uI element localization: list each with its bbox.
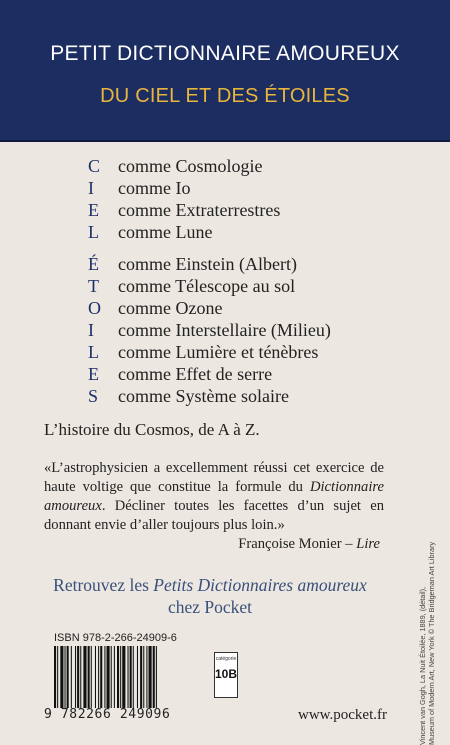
quote-attribution: [180, 536, 380, 553]
acrostic-letter: I: [88, 178, 94, 198]
acrostic-text: comme Effet de serre: [118, 364, 273, 384]
acrostic-row: [88, 363, 408, 385]
cover-header: [0, 0, 450, 142]
acrostic-text: comme Einstein (Albert): [118, 254, 297, 274]
image-credit: [418, 485, 436, 745]
acrostic-group-ciel: [88, 155, 408, 243]
promo-prefix: Retrouvez les: [53, 575, 154, 595]
acrostic-spacer: [88, 243, 408, 253]
acrostic-row: [88, 199, 408, 221]
acrostic-row: [88, 155, 408, 177]
acrostic-row: [88, 221, 408, 243]
acrostic-text: comme Ozone: [118, 298, 223, 318]
acrostic-row: [88, 177, 408, 199]
book-title: PETIT DICTIONNAIRE AMOUREUX: [50, 42, 400, 65]
credit-line-1: Vincent van Gogh, La Nuit Étoilée, 1889, (détail),: [418, 586, 427, 745]
promo-series: Petits Dictionnaires amoureux: [153, 575, 367, 595]
acrostic-letter: S: [88, 386, 99, 406]
quote-author: Françoise Monier –: [238, 536, 357, 552]
acrostic-row: [88, 275, 408, 297]
category-value: 10B: [215, 667, 238, 681]
acrostic-text: comme Io: [118, 178, 191, 198]
acrostic-row: [88, 253, 408, 275]
acrostic-row: [88, 385, 408, 407]
promo-line-2: chez Pocket: [167, 597, 253, 617]
acrostic-text: comme Cosmologie: [118, 156, 263, 176]
acrostic-letter: L: [88, 342, 99, 362]
category-badge: [214, 652, 238, 698]
acrostic-text: comme Lune: [118, 222, 213, 242]
promo-line-1: [0, 574, 420, 596]
quote-book-title: Dictionnaire amoureux: [44, 479, 384, 514]
quote-text-2: . Décliner toutes les facettes d’un sujet en donnant envie d’aller toujours plus loin.»: [44, 498, 384, 533]
publisher-website: www.pocket.fr: [298, 707, 387, 723]
acrostic-letter: E: [88, 364, 99, 384]
acrostic-text: comme Système solaire: [118, 386, 289, 406]
quote-source: Lire: [356, 536, 380, 552]
acrostic-text: comme Interstellaire (Milieu): [118, 320, 331, 340]
barcode: [54, 646, 190, 708]
acrostic-text: comme Extraterrestres: [118, 200, 281, 220]
acrostic-row: [88, 341, 408, 363]
quote-text-1: «L’astrophysicien a excellemment réussi cet exercice de haute voltige que constitue la formule du: [44, 460, 384, 495]
acrostic-letter: I: [88, 320, 94, 340]
barcode-number: 9 782266 249096: [44, 707, 171, 722]
acrostic-row: [88, 319, 408, 341]
acrostic-letter: E: [88, 200, 99, 220]
acrostic-list: [88, 155, 408, 407]
acrostic-group-etoiles: [88, 253, 408, 407]
book-subtitle: DU CIEL ET DES ÉTOILES: [100, 85, 350, 107]
series-promo: [0, 574, 420, 618]
acrostic-letter: O: [88, 298, 101, 318]
category-label: catégorie: [215, 656, 237, 662]
acrostic-letter: É: [88, 254, 99, 274]
acrostic-letter: L: [88, 222, 99, 242]
acrostic-letter: C: [88, 156, 101, 176]
acrostic-letter: T: [88, 276, 99, 296]
acrostic-row: [88, 297, 408, 319]
acrostic-text: comme Lumière et ténèbres: [118, 342, 319, 362]
acrostic-text: comme Télescope au sol: [118, 276, 296, 296]
tagline: L’histoire du Cosmos, de A à Z.: [44, 420, 260, 439]
isbn: ISBN 978-2-266-24909-6: [54, 632, 177, 644]
review-quote: [44, 459, 384, 535]
credit-line-2: Museum of Modern Art, New York © The Bridgeman Art Library: [427, 541, 436, 745]
